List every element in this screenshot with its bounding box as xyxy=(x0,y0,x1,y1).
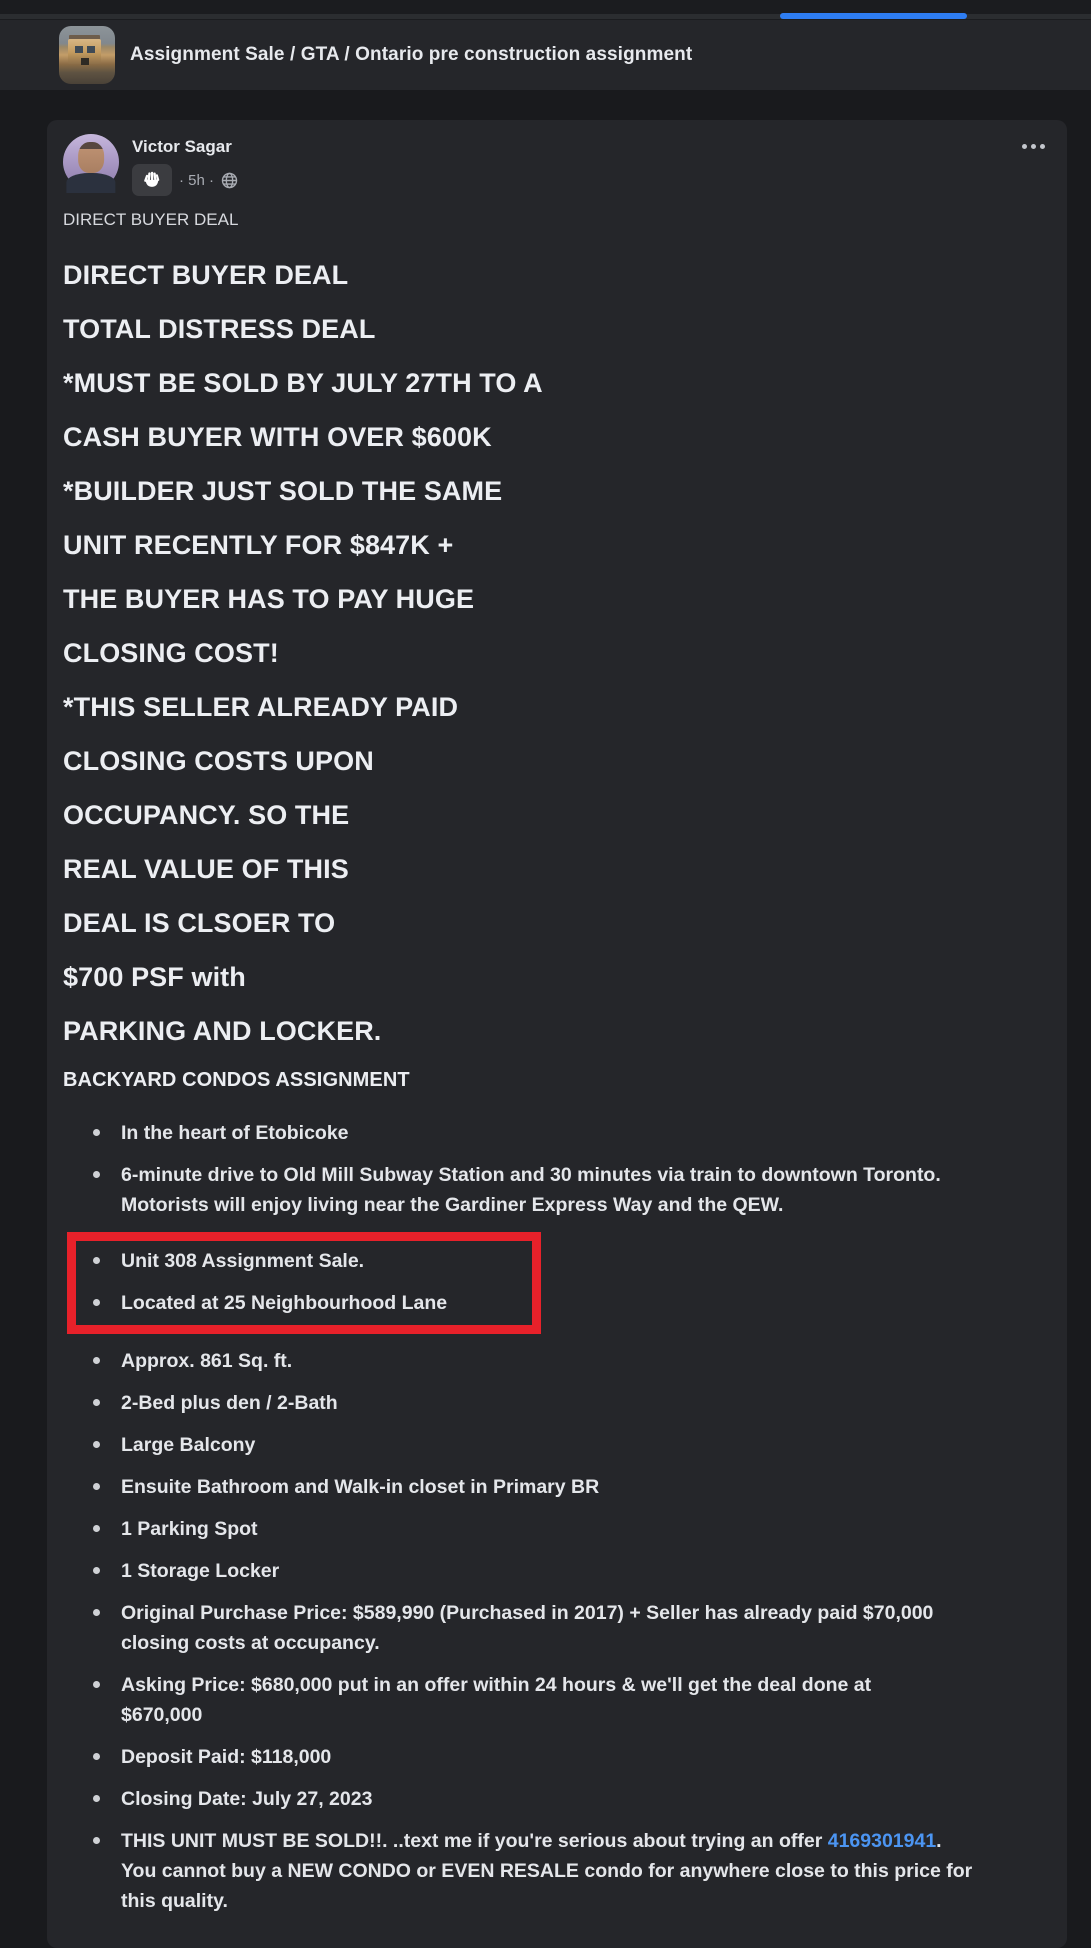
list-item-text: THIS UNIT MUST BE SOLD!!. ..text me if you're serious about trying an offer xyxy=(121,1830,828,1852)
headline-line: REAL VALUE OF THIS xyxy=(63,854,349,884)
list-item-line: Large Balcony xyxy=(121,1434,256,1456)
headline-line: *THIS SELLER ALREADY PAID xyxy=(63,692,459,722)
red-highlight-box xyxy=(67,1232,541,1334)
list-item-line: Located at 25 Neighbourhood Lane xyxy=(121,1292,448,1314)
headline-line: TOTAL DISTRESS DEAL xyxy=(63,314,376,344)
headline-line: THE BUYER HAS TO PAY HUGE xyxy=(63,584,475,614)
list-item-text: . xyxy=(936,1830,942,1852)
list-item-line: closing costs at occupancy. xyxy=(121,1632,380,1654)
group-title[interactable]: Assignment Sale / GTA / Ontario pre construction assignment xyxy=(130,44,693,65)
list-item-line: Motorists will enjoy living near the Gardiner Express Way and the QEW. xyxy=(121,1194,784,1216)
post-meta-row xyxy=(132,164,238,196)
post-timestamp[interactable]: · 5h · xyxy=(179,171,215,189)
headline-line: *MUST BE SOLD BY JULY 27TH TO A xyxy=(63,368,543,398)
headline-line: OCCUPANCY. SO THE xyxy=(63,800,350,830)
post-header xyxy=(63,134,1051,196)
list-item xyxy=(63,1514,1051,1544)
list-item xyxy=(63,1598,1051,1658)
feature-list xyxy=(63,1118,1051,1916)
post-headlines xyxy=(63,258,1051,1049)
group-header-bar xyxy=(0,20,1091,90)
post-subheading: BACKYARD CONDOS ASSIGNMENT xyxy=(63,1069,410,1091)
list-item-line: Ensuite Bathroom and Walk-in closet in Primary BR xyxy=(121,1476,600,1498)
list-item xyxy=(63,1784,1051,1814)
list-item xyxy=(63,1346,1051,1376)
list-item-line: Original Purchase Price: $589,990 (Purchased in 2017) + Seller has already paid $70,000 xyxy=(121,1602,934,1624)
list-item-line: You cannot buy a NEW CONDO or EVEN RESALE condo for anywhere close to this price for xyxy=(121,1860,973,1882)
active-tab-underline xyxy=(780,13,967,19)
list-item-line: Approx. 861 Sq. ft. xyxy=(121,1350,293,1372)
browser-top-strip xyxy=(0,0,1091,20)
list-item-line: 1 Parking Spot xyxy=(121,1518,258,1540)
author-avatar[interactable] xyxy=(63,134,119,190)
globe-icon xyxy=(221,172,238,189)
list-item xyxy=(63,1118,1051,1148)
headline-line: DEAL IS CLSOER TO xyxy=(63,908,336,938)
list-item-line: Deposit Paid: $118,000 xyxy=(121,1746,332,1768)
group-avatar[interactable] xyxy=(59,26,115,84)
list-item-line xyxy=(121,1826,1051,1856)
author-name[interactable]: Victor Sagar xyxy=(132,137,232,156)
headline-line: UNIT RECENTLY FOR $847K + xyxy=(63,530,454,560)
headline-line: CASH BUYER WITH OVER $600K xyxy=(63,422,492,452)
list-item xyxy=(63,1430,1051,1460)
headline-line: PARKING AND LOCKER. xyxy=(63,1016,382,1046)
headline-line: $700 PSF with xyxy=(63,962,246,992)
list-item-line: 2-Bed plus den / 2-Bath xyxy=(121,1392,338,1414)
headline-line: CLOSING COST! xyxy=(63,638,279,668)
waving-hand-icon[interactable] xyxy=(132,164,172,196)
list-item-line: In the heart of Etobicoke xyxy=(121,1122,349,1144)
list-item xyxy=(63,1388,1051,1418)
list-item xyxy=(63,1472,1051,1502)
list-item xyxy=(76,1288,532,1318)
phone-link[interactable]: 4169301941 xyxy=(827,1830,937,1852)
list-item xyxy=(63,1556,1051,1586)
list-item-line: Closing Date: July 27, 2023 xyxy=(121,1788,373,1810)
post-preheader: DIRECT BUYER DEAL xyxy=(63,210,239,229)
headline-line: DIRECT BUYER DEAL xyxy=(63,260,349,290)
list-item xyxy=(63,1160,1051,1220)
more-options-icon[interactable] xyxy=(1022,134,1051,149)
list-item-line: Asking Price: $680,000 put in an offer within 24 hours & we'll get the deal done at xyxy=(121,1674,872,1696)
headline-line: *BUILDER JUST SOLD THE SAME xyxy=(63,476,503,506)
post-card xyxy=(47,120,1067,1948)
list-item xyxy=(63,1826,1051,1916)
list-item-line: Unit 308 Assignment Sale. xyxy=(121,1250,365,1272)
author-block xyxy=(132,134,238,196)
list-item-line: this quality. xyxy=(121,1890,228,1912)
list-item xyxy=(76,1246,532,1276)
list-item xyxy=(63,1670,1051,1730)
headline-line: CLOSING COSTS UPON xyxy=(63,746,374,776)
list-item-line: 6-minute drive to Old Mill Subway Station and 30 minutes via train to downtown Toronto. xyxy=(121,1164,941,1186)
list-item-line: 1 Storage Locker xyxy=(121,1560,280,1582)
list-item xyxy=(63,1742,1051,1772)
list-item-line: $670,000 xyxy=(121,1704,203,1726)
